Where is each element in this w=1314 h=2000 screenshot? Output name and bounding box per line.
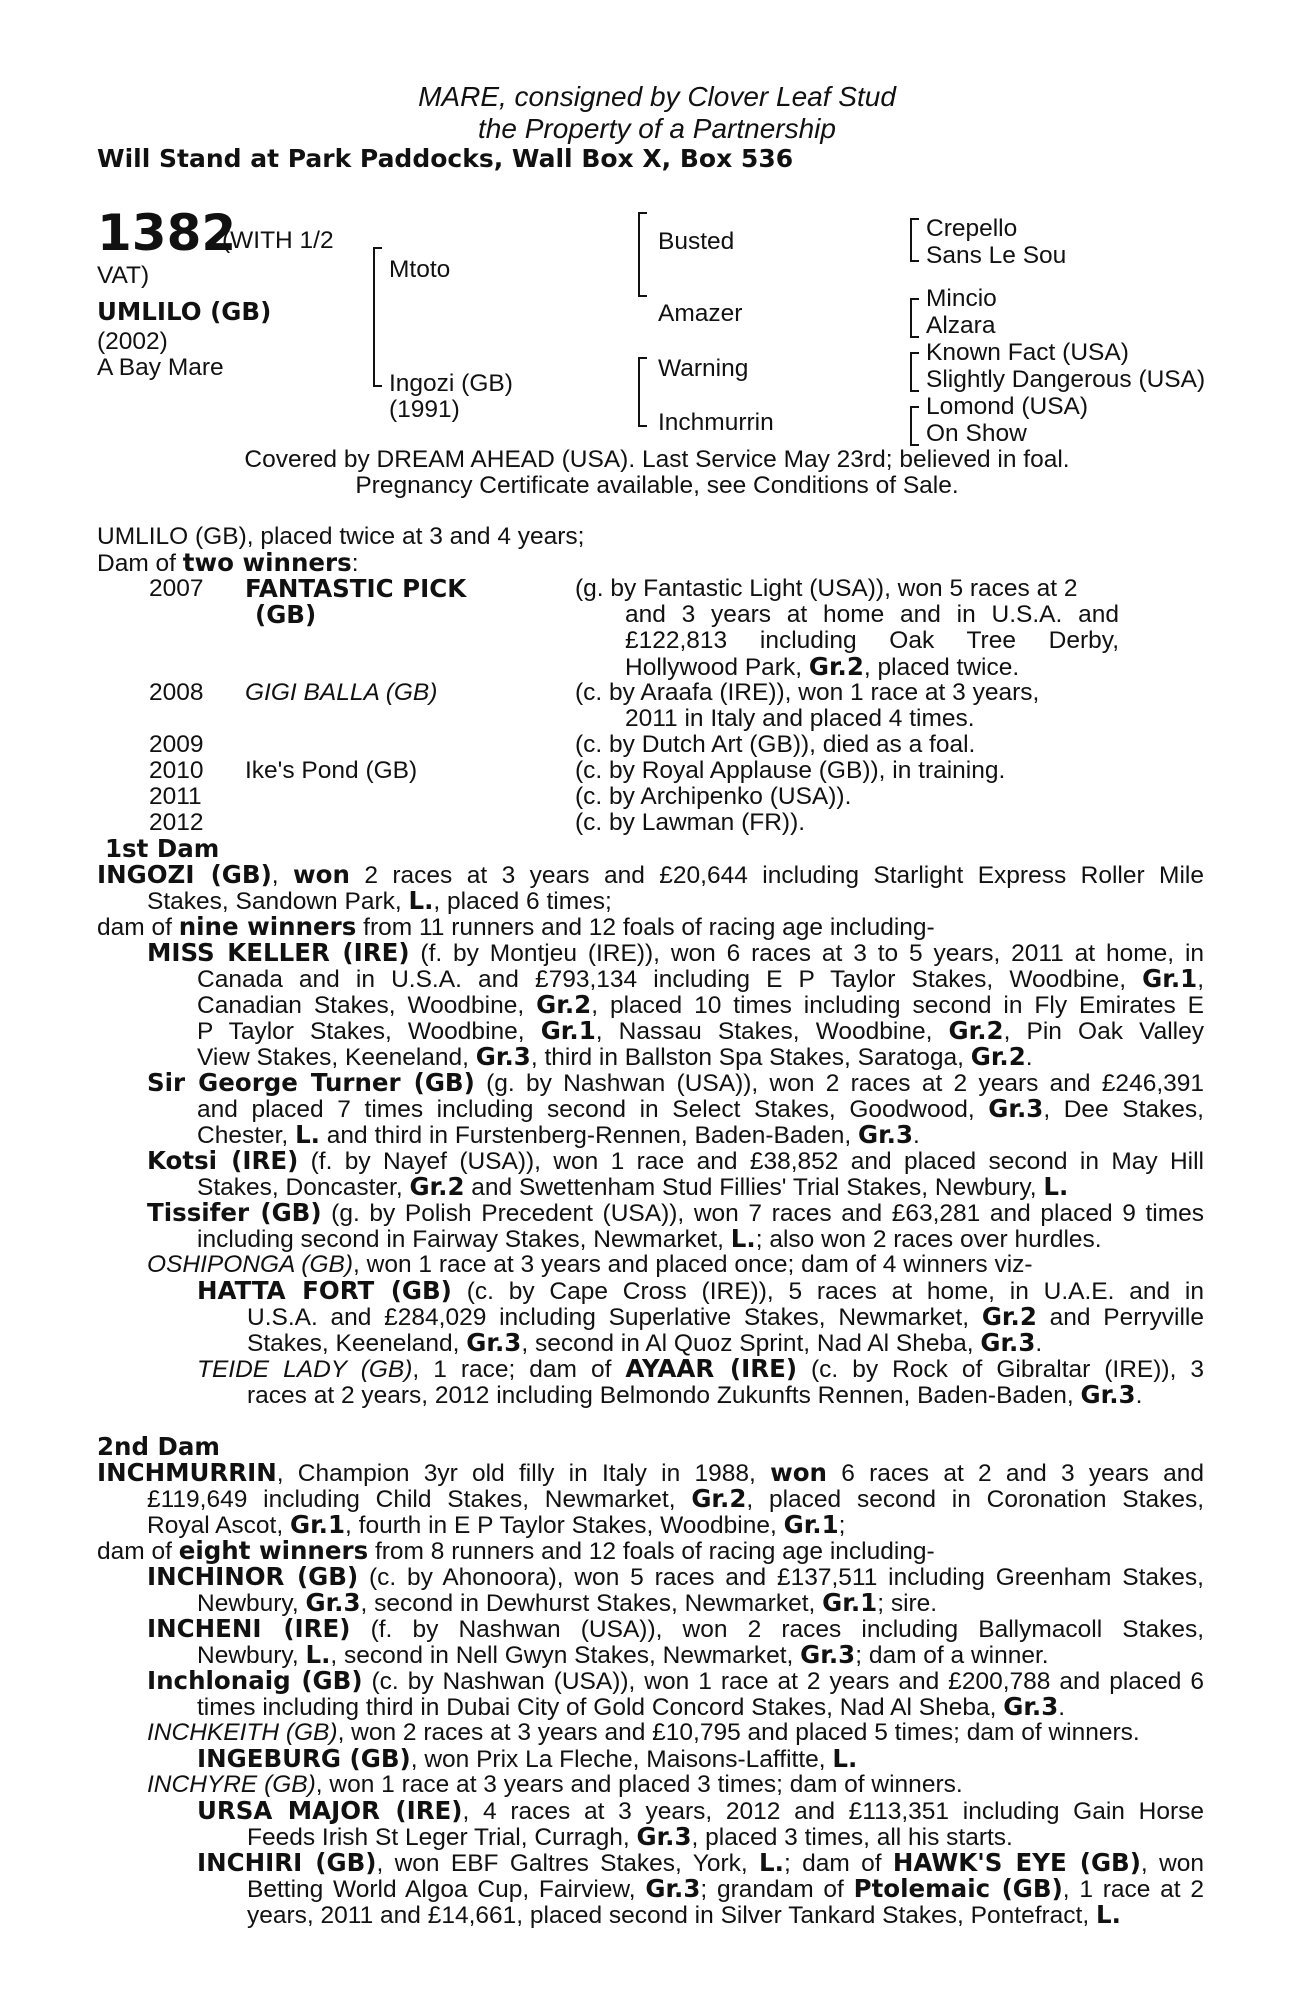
produce-name: (GB)	[255, 600, 317, 629]
pedigree-dam: Ingozi (GB)	[389, 370, 513, 397]
progeny-line: Chester, L. and third in Furstenberg-Rennen, Baden-Baden, Gr.3.	[197, 1120, 920, 1149]
produce-detail: and 3 years at home and in U.S.A. and	[625, 601, 1119, 628]
produce-name: Ike's Pond (GB)	[245, 757, 418, 784]
produce-year: 2012	[149, 809, 204, 836]
progeny-line: TEIDE LADY (GB), 1 race; dam of AYAAR (IRE) (c. by Rock of Gibraltar (IRE)), 3	[197, 1354, 1205, 1383]
pedigree-brace-dam	[638, 357, 640, 427]
second-dam-line: £119,649 including Child Stakes, Newmarket, Gr.2, placed second in Coronation Stakes,	[147, 1484, 1205, 1513]
progeny-line: Newbury, Gr.3, second in Dewhurst Stakes, Newmarket, Gr.1; sire.	[197, 1588, 938, 1617]
progeny-line: MISS KELLER (IRE) (f. by Montjeu (IRE)), won 6 races at 3 to 5 years, 2011 at home, in	[147, 938, 1205, 967]
pedigree-sire: Mtoto	[389, 256, 451, 283]
second-dam-line: INCHMURRIN, Champion 3yr old filly in Italy in 1988, won 6 races at 2 and 3 years and	[97, 1458, 1204, 1487]
produce-year: 2011	[149, 783, 202, 810]
pedigree-brace-gen1	[373, 247, 375, 387]
produce-year: 2010	[149, 757, 204, 784]
produce-intro: UMLILO (GB), placed twice at 3 and 4 years;	[97, 523, 585, 550]
header-line-2: the Property of a Partnership	[478, 113, 836, 144]
pedigree-dam-sire: Warning	[658, 355, 749, 382]
pedigree-dam-year: (1991)	[389, 396, 460, 423]
produce-detail: (g. by Fantastic Light (USA)), won 5 races at 2	[575, 575, 1078, 602]
pedigree-ssd: Sans Le Sou	[926, 242, 1067, 269]
pedigree-brace-sd	[910, 298, 912, 338]
pedigree-sire-dam: Amazer	[658, 300, 743, 327]
pedigree-sds: Mincio	[926, 285, 997, 312]
progeny-line: times including third in Dubai City of Gold Concord Stakes, Nad Al Sheba, Gr.3.	[197, 1692, 1066, 1721]
progeny-line: INCHINOR (GB) (c. by Ahonoora), won 5 races and £137,511 including Greenham Stakes,	[147, 1562, 1204, 1591]
pedigree-sss: Crepello	[926, 215, 1018, 242]
produce-detail: (c. by Royal Applause (GB)), in training.	[575, 757, 1006, 784]
progeny-line: HATTA FORT (GB) (c. by Cape Cross (IRE)), 5 races at home, in U.A.E. and in	[197, 1276, 1204, 1305]
progeny-line: Newbury, L., second in Nell Gwyn Stakes, Newmarket, Gr.3; dam of a winner.	[197, 1640, 1049, 1669]
lot-vat-a: (WITH 1/2	[222, 227, 334, 254]
horse-description: A Bay Mare	[97, 354, 224, 381]
produce-detail: £122,813 including Oak Tree Derby,	[625, 627, 1119, 654]
progeny-line: Sir George Turner (GB) (g. by Nashwan (USA)), won 2 races at 2 years and £246,391	[147, 1068, 1204, 1097]
produce-detail: 2011 in Italy and placed 4 times.	[625, 705, 975, 732]
covered-line-2: Pregnancy Certificate available, see Conditions of Sale.	[355, 472, 959, 499]
progeny-line: URSA MAJOR (IRE), 4 races at 3 years, 2012 and £113,351 including Gain Horse	[197, 1796, 1204, 1825]
pedigree-ddd: On Show	[926, 420, 1027, 447]
progeny-line: Feeds Irish St Leger Trial, Curragh, Gr.3, placed 3 times, all his starts.	[247, 1822, 1013, 1851]
progeny-line: INGEBURG (GB), won Prix La Fleche, Maisons-Laffitte, L.	[197, 1744, 858, 1773]
pedigree-dds: Lomond (USA)	[926, 393, 1089, 420]
produce-name: FANTASTIC PICK	[245, 574, 467, 603]
progeny-line: INCHENI (IRE) (f. by Nashwan (USA)), won 2 races including Ballymacoll Stakes,	[147, 1614, 1204, 1643]
progeny-line: Stakes, Doncaster, Gr.2 and Swettenham Stud Fillies' Trial Stakes, Newbury, L.	[197, 1172, 1069, 1201]
progeny-line: including second in Fairway Stakes, Newmarket, L.; also won 2 races over hurdles.	[197, 1224, 1102, 1253]
second-dam-line: Royal Ascot, Gr.1, fourth in E P Taylor Stakes, Woodbine, Gr.1;	[147, 1510, 846, 1539]
first-dam-line: dam of nine winners from 11 runners and 12 foals of racing age including-	[97, 912, 935, 941]
first-dam-line: Stakes, Sandown Park, L., placed 6 times;	[147, 886, 612, 915]
first-dam-line: INGOZI (GB), won 2 races at 3 years and £20,644 including Starlight Express Roller Mile	[97, 860, 1204, 889]
pedigree-dam-dam: Inchmurrin	[658, 409, 774, 436]
produce-detail: (c. by Archipenko (USA)).	[575, 783, 852, 810]
produce-dam-of: Dam of two winners:	[97, 548, 359, 577]
progeny-line: INCHYRE (GB), won 1 race at 3 years and placed 3 times; dam of winners.	[147, 1771, 963, 1798]
horse-name: UMLILO (GB)	[97, 297, 272, 326]
stand-location: Will Stand at Park Paddocks, Wall Box X, Box 536	[97, 144, 794, 173]
produce-year: 2009	[149, 731, 204, 758]
progeny-line: OSHIPONGA (GB), won 1 race at 3 years and placed once; dam of 4 winners viz-	[147, 1251, 1033, 1278]
progeny-line: Inchlonaig (GB) (c. by Nashwan (USA)), won 1 race at 2 years and £200,788 and placed 6	[147, 1666, 1204, 1695]
progeny-line: P Taylor Stakes, Woodbine, Gr.1, Nassau Stakes, Woodbine, Gr.2, Pin Oak Valley	[197, 1016, 1205, 1045]
progeny-line: years, 2011 and £14,661, placed second in Silver Tankard Stakes, Pontefract, L.	[247, 1900, 1121, 1929]
progeny-line: races at 2 years, 2012 including Belmondo Zukunfts Rennen, Baden-Baden, Gr.3.	[247, 1380, 1143, 1409]
lot-number: 1382	[97, 204, 237, 262]
progeny-line: View Stakes, Keeneland, Gr.3, third in Ballston Spa Stakes, Saratoga, Gr.2.	[197, 1042, 1033, 1071]
progeny-line: Tissifer (GB) (g. by Polish Precedent (USA)), won 7 races and £63,281 and placed 9 times	[147, 1198, 1204, 1227]
progeny-line: INCHKEITH (GB), won 2 races at 3 years and £10,795 and placed 5 times; dam of winners.	[147, 1719, 1140, 1746]
pedigree-brace-sire	[638, 212, 640, 297]
pedigree-brace-ss	[910, 218, 912, 262]
produce-year: 2007	[149, 575, 204, 602]
produce-year: 2008	[149, 679, 204, 706]
second-dam-line: dam of eight winners from 8 runners and 12 foals of racing age including-	[97, 1536, 935, 1565]
produce-detail: Hollywood Park, Gr.2, placed twice.	[625, 652, 1020, 681]
pedigree-brace-dd	[910, 406, 912, 446]
progeny-line: INCHIRI (GB), won EBF Galtres Stakes, York, L.; dam of HAWK'S EYE (GB), won	[197, 1848, 1205, 1877]
horse-year: (2002)	[97, 328, 168, 355]
covered-line-1: Covered by DREAM AHEAD (USA). Last Service May 23rd; believed in foal.	[244, 446, 1070, 473]
pedigree-sdd: Alzara	[926, 312, 996, 339]
progeny-line: Kotsi (IRE) (f. by Nayef (USA)), won 1 race and £38,852 and placed second in May Hill	[147, 1146, 1204, 1175]
progeny-line: Betting World Algoa Cup, Fairview, Gr.3; grandam of Ptolemaic (GB), 1 race at 2	[247, 1874, 1204, 1903]
lot-vat-b: VAT)	[97, 262, 150, 289]
first-dam-heading: 1st Dam	[105, 834, 220, 863]
progeny-line: Canada and in U.S.A. and £793,134 including E P Taylor Stakes, Woodbine, Gr.1,	[197, 964, 1204, 993]
pedigree-dss: Known Fact (USA)	[926, 339, 1129, 366]
produce-name: GIGI BALLA (GB)	[245, 679, 438, 706]
produce-detail: (c. by Araafa (IRE)), won 1 race at 3 years,	[575, 679, 1040, 706]
pedigree-dsd: Slightly Dangerous (USA)	[926, 366, 1206, 393]
progeny-line: U.S.A. and £284,029 including Superlative Stakes, Newmarket, Gr.2 and Perryville	[247, 1302, 1204, 1331]
header-line-1: MARE, consigned by Clover Leaf Stud	[418, 81, 896, 112]
second-dam-heading: 2nd Dam	[97, 1432, 220, 1461]
pedigree-brace-ds	[910, 352, 912, 392]
produce-detail: (c. by Lawman (FR)).	[575, 809, 806, 836]
pedigree-sire-sire: Busted	[658, 228, 735, 255]
progeny-line: and placed 7 times including second in Select Stakes, Goodwood, Gr.3, Dee Stakes,	[197, 1094, 1204, 1123]
progeny-line: Canadian Stakes, Woodbine, Gr.2, placed 10 times including second in Fly Emirates E	[197, 990, 1204, 1019]
produce-detail: (c. by Dutch Art (GB)), died as a foal.	[575, 731, 976, 758]
progeny-line: Stakes, Keeneland, Gr.3, second in Al Quoz Sprint, Nad Al Sheba, Gr.3.	[247, 1328, 1043, 1357]
